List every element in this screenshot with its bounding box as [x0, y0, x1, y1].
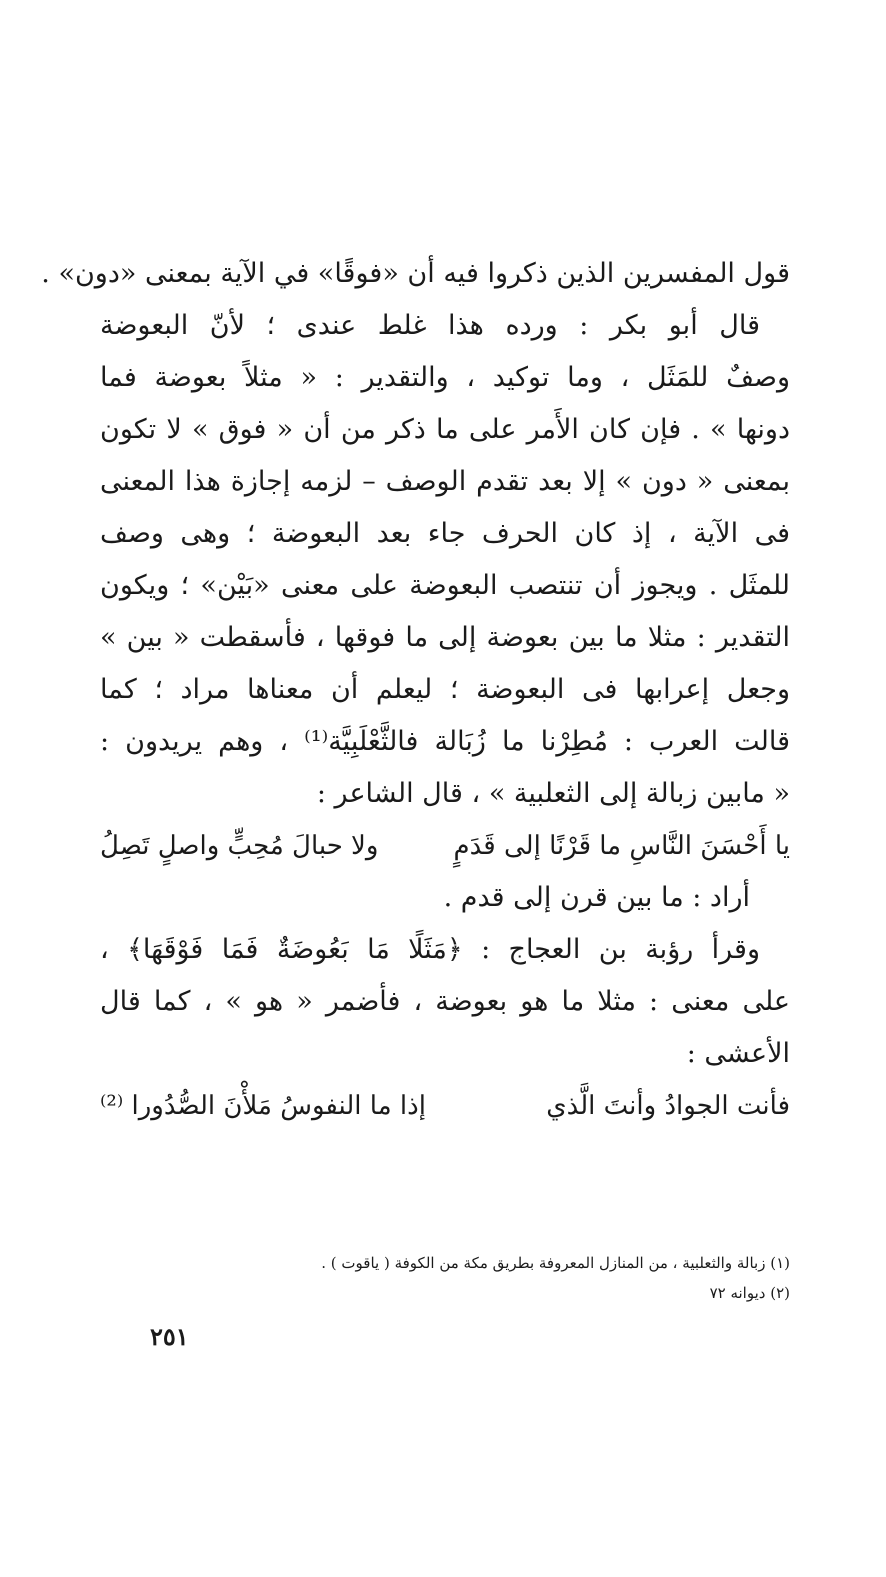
text-line: « مابين زبالة إلى الثعلبية » ، قال الشاعر :	[316, 778, 790, 809]
footnote: (١) زبالة والثعلبية ، من المنازل المعروفة بطريق مكة من الكوفة ( ياقوت ) .	[321, 1254, 790, 1272]
footnote: (٢) ديوانه ٧٢	[709, 1284, 790, 1302]
text-line: فى الآية ، إذ كان الحرف جاء بعد البعوضة ؛ وهى وصف	[100, 518, 790, 549]
poem-verse	[100, 820, 790, 872]
text-line: للمثَل . ويجوز أن تنتصب البعوضة على معنى «بَيْن» ؛ ويكون	[100, 570, 790, 601]
text-line: الأعشى :	[686, 1038, 790, 1069]
page-number: ٢٥١	[150, 1322, 189, 1351]
text-line: وجعل إعرابها فى البعوضة ؛ ليعلم أن معناها مراد ؛ كما	[100, 674, 790, 705]
text-line: دونها » . فإن كان الأَمر على ما ذكر من أن « فوق » لا تكون	[100, 414, 790, 445]
verse-second-hemistich: ولا حبالَ مُحِبٍّ واصلٍ تَصِلُ	[100, 831, 379, 861]
verse-first-hemistich: يا أَحْسَنَ النَّاسِ ما قَرْنًا إلى قَدَمٍ	[453, 831, 790, 861]
text-line: وصفٌ للمَثَل ، وما توكيد ، والتقدير : « مثلاً بعوضة فما	[100, 362, 790, 393]
text-line: على معنى : مثلا ما هو بعوضة ، فأضمر « هو » ، كما قال	[100, 986, 790, 1017]
text-line: بمعنى « دون » إلا بعد تقدم الوصف – لزمه إجازة هذا المعنى	[100, 466, 790, 497]
text-line: وقرأ رؤبة بن العجاج : ﴿مَثَلًا مَا بَعُوضَةٌ فَمَا فَوْقَهَا﴾ ،	[100, 934, 760, 965]
footnotes	[230, 1248, 790, 1308]
text-line: أراد : ما بين قرن إلى قدم .	[443, 882, 750, 913]
text-line: قالت العرب : مُطِرْنا ما زُبَالة فالثَّعْلَبِيَّة⁽¹⁾ ، وهم يريدون :	[100, 726, 791, 757]
text-line: قول المفسرين الذين ذكروا فيه أن «فوقًا» في الآية بمعنى «دون» .	[41, 258, 790, 289]
poem-verse	[100, 1080, 790, 1132]
text-line: التقدير : مثلا ما بين بعوضة إلى ما فوقها ، فأسقطت « بين »	[100, 622, 790, 653]
verse-first-hemistich: فأنت الجوادُ وأنتَ الَّذي	[546, 1091, 790, 1121]
verse-second-hemistich: إذا ما النفوسُ مَلأْنَ الصُّدُورا ⁽²⁾	[100, 1091, 426, 1121]
text-line: قال أبو بكر : ورده هذا غلط عندى ؛ لأنّ البعوضة	[100, 310, 760, 341]
main-text	[41, 248, 791, 1132]
